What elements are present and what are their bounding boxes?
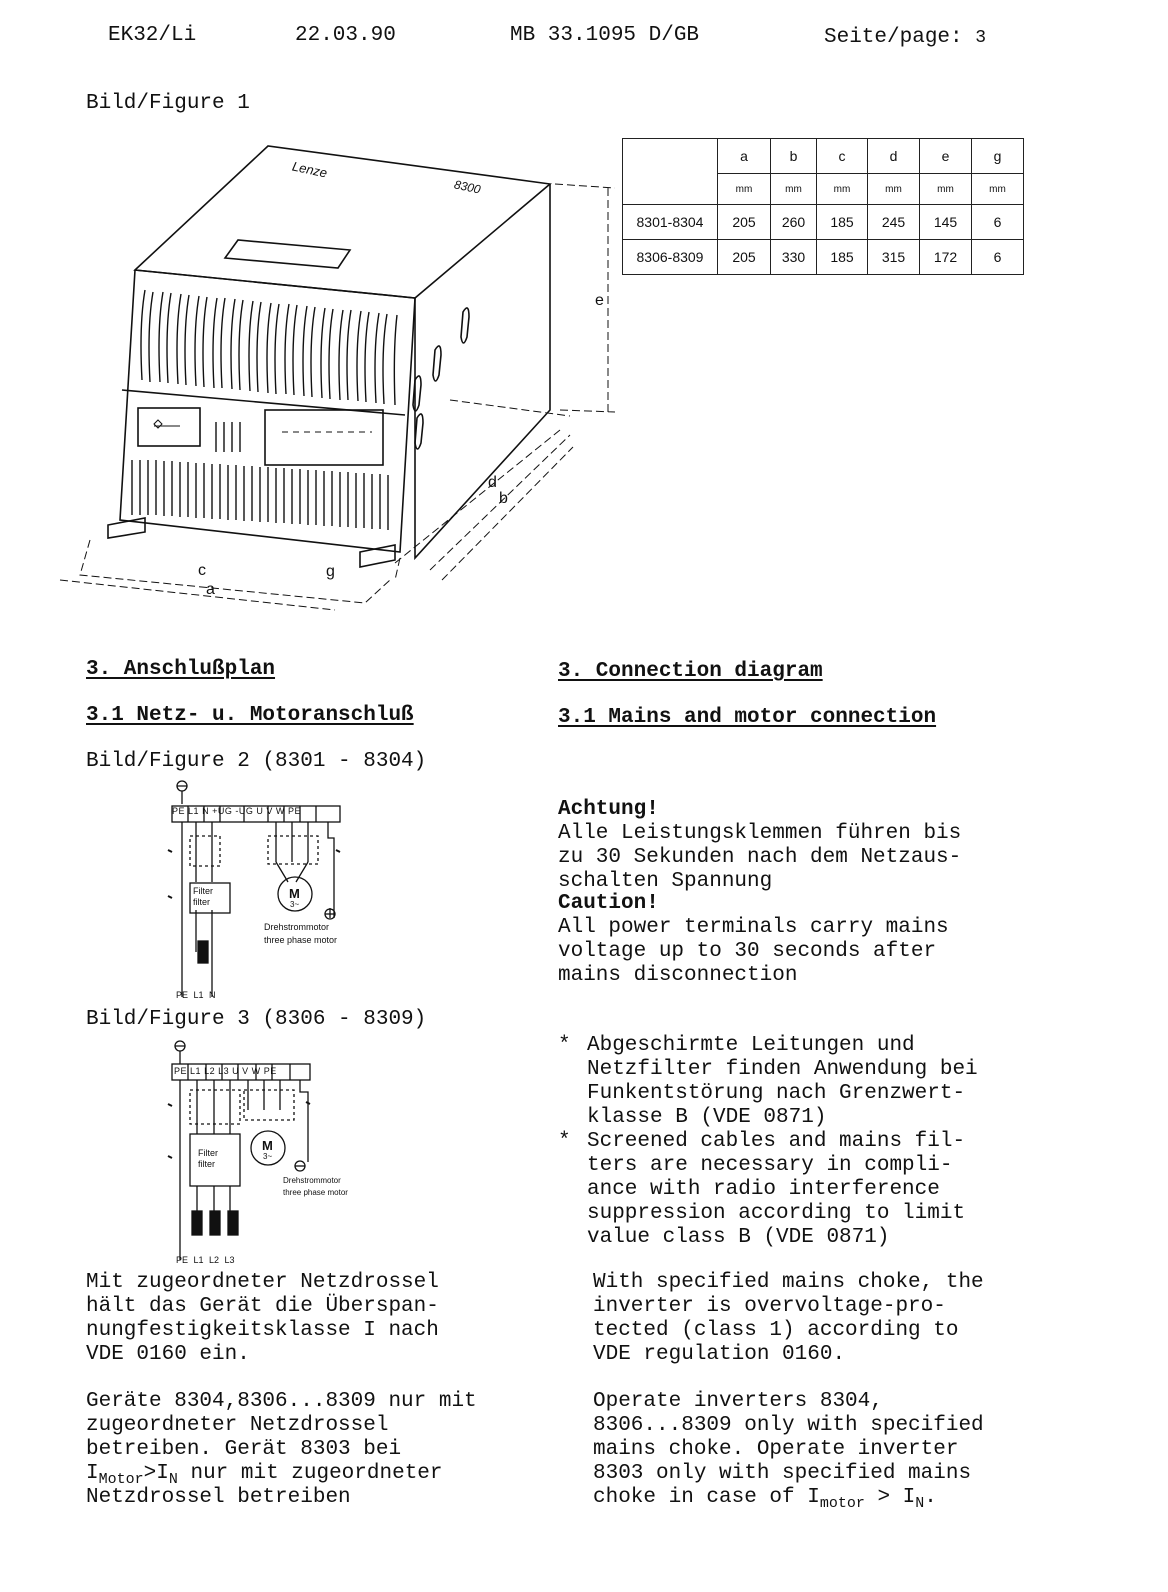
dimension-table (622, 138, 1024, 275)
dim-label-b: b (499, 490, 508, 507)
subsection-title-en: 3.1 Mains and motor connection (558, 706, 937, 729)
fig2-bottom-labels: PE L1 N (176, 990, 216, 1000)
operate-de-line1: Geräte 8304,8306...8309 nur mit (86, 1390, 477, 1413)
terminal-label: V (266, 806, 273, 816)
note-bullet-en: * (558, 1130, 571, 1153)
col-header-b: b (771, 139, 817, 174)
note-text-de: Abgeschirmte Leitungen und Netzfilter finden Anwendung bei Funkentstörung nach Grenzwert- klasse B (VDE 0871) (587, 1034, 978, 1129)
operate-en-line4: 8303 only with specified mains (593, 1462, 972, 1485)
unit-cell: mm (817, 174, 868, 205)
terminal-label: N (202, 806, 210, 816)
unit-cell: mm (771, 174, 817, 205)
operate-de-line4-rest: nur mit zugeordneter (177, 1462, 443, 1485)
dim-label-c: c (198, 562, 206, 579)
subscript-n: N (168, 1471, 178, 1488)
section-title-en: 3. Connection diagram (558, 660, 823, 683)
terminal-label: U (256, 806, 264, 816)
device-brand: Lenze (290, 158, 329, 181)
terminal-label: -UG (235, 806, 254, 816)
fig3-filter-label: Filter filter (198, 1148, 218, 1169)
cell-value: 245 (868, 205, 920, 240)
warning-text-en: All power terminals carry mains voltage up to 30 seconds after mains disconnection (558, 916, 949, 987)
device-model: 8300 (452, 177, 482, 197)
cell-value: 185 (817, 240, 868, 275)
operate-de-line5: Netzdrossel betreiben (86, 1486, 351, 1509)
figure3-caption: Bild/Figure 3 (8306 - 8309) (86, 1008, 427, 1031)
unit-cell: mm (972, 174, 1024, 205)
dim-label-d: d (488, 474, 497, 491)
fig2-motor-symbol: M (289, 886, 300, 901)
terminal-label: +UG (212, 806, 233, 816)
figure1-device-drawing (50, 140, 620, 630)
operate-de-line3: betreiben. Gerät 8303 bei (86, 1438, 402, 1461)
cell-value: 315 (868, 240, 920, 275)
fig3-motor-de: Drehstrommotor (283, 1176, 341, 1185)
subsection-title-de: 3.1 Netz- u. Motoranschluß (86, 704, 414, 727)
cell-value: 185 (817, 205, 868, 240)
fig3-bottom-labels: PE L1 L2 L3 (176, 1255, 235, 1265)
col-header-a: a (718, 139, 771, 174)
col-header-e: e (920, 139, 972, 174)
operate-en-line3: mains choke. Operate inverter (593, 1438, 959, 1461)
row-model: 8306-8309 (623, 240, 718, 275)
table-corner (623, 139, 718, 205)
page-label-text: Seite/page: (824, 26, 963, 49)
col-header-d: d (868, 139, 920, 174)
unit-cell: mm (718, 174, 771, 205)
terminal-label: U (232, 1066, 240, 1076)
terminal-label: L2 (204, 1066, 216, 1076)
terminal-label: PE (287, 806, 301, 816)
subscript-n: N (915, 1495, 925, 1512)
figure1-caption: Bild/Figure 1 (86, 92, 250, 115)
cell-value: 6 (972, 205, 1024, 240)
fig3-terminal-labels (174, 1066, 277, 1076)
operate-en-line2: 8306...8309 only with specified (593, 1414, 984, 1437)
note-bullet-de: * (558, 1034, 571, 1057)
cell-value: 172 (920, 240, 972, 275)
doc-number: MB 33.1095 D/GB (510, 24, 700, 47)
figure2-caption: Bild/Figure 2 (8301 - 8304) (86, 750, 427, 773)
choke-text-de: Mit zugeordneter Netzdrossel hält das Gerät die Überspan- nungfestigkeitsklasse I nach VDE 0160 ein. (86, 1271, 439, 1366)
terminal-label: PE (172, 806, 186, 816)
fig3-motor-phase: 3~ (263, 1152, 273, 1161)
cell-value: 260 (771, 205, 817, 240)
cell-value: 145 (920, 205, 972, 240)
fig2-motor-phase: 3~ (290, 900, 300, 909)
fig2-filter-label: Filter filter (193, 886, 213, 907)
terminal-label: PE (174, 1066, 188, 1076)
gt-symbol: >I (143, 1462, 169, 1485)
subscript-motor: Motor (98, 1471, 144, 1488)
terminal-label: L1 (188, 806, 200, 816)
terminal-label: L3 (218, 1066, 230, 1076)
terminal-label: PE (263, 1066, 277, 1076)
fig2-motor-de: Drehstrommotor (264, 922, 330, 932)
col-header-c: c (817, 139, 868, 174)
operate-de-line2: zugeordneter Netzdrossel (86, 1414, 389, 1437)
terminal-label: W (275, 806, 285, 816)
page-label (824, 26, 986, 50)
section-title-de: 3. Anschlußplan (86, 658, 276, 681)
terminal-label: W (251, 1066, 261, 1076)
col-header-g: g (972, 139, 1024, 174)
table-row (623, 240, 1024, 275)
cell-value: 205 (718, 240, 771, 275)
fig2-motor-en: three phase motor (264, 935, 338, 945)
warning-text-de: Alle Leistungsklemmen führen bis zu 30 Sekunden nach dem Netzaus- schalten Spannung (558, 822, 962, 893)
subscript-motor: motor (819, 1495, 865, 1512)
dim-label-g: g (326, 563, 335, 580)
dim-label-a: a (206, 581, 215, 598)
doc-date: 22.03.90 (295, 24, 396, 47)
cell-value: 205 (718, 205, 771, 240)
terminal-label: V (242, 1066, 249, 1076)
fig2-terminal-labels (172, 806, 301, 816)
choke-text-en: With specified mains choke, the inverter is overvoltage-pro- tected (class 1) according to VDE regulation 0160. (593, 1271, 984, 1366)
page-number: 3 (975, 28, 987, 48)
warning-heading-en: Caution! (558, 892, 659, 915)
row-model: 8301-8304 (623, 205, 718, 240)
doc-ref: EK32/Li (108, 24, 197, 47)
cell-value: 330 (771, 240, 817, 275)
fig3-motor-en: three phase motor (283, 1188, 348, 1197)
note-text-en: Screened cables and mains fil- ters are necessary in compli- ance with radio interference suppression according to limit value class B (VDE 0871) (587, 1130, 966, 1249)
operate-en-line5-pre: choke in case of I (593, 1486, 820, 1509)
cell-value: 6 (972, 240, 1024, 275)
unit-cell: mm (920, 174, 972, 205)
unit-cell: mm (868, 174, 920, 205)
gt-symbol: > I (864, 1486, 916, 1509)
period: . (924, 1486, 937, 1509)
current-symbol: I (86, 1462, 99, 1485)
warning-heading-de: Achtung! (558, 798, 659, 821)
fig3-motor-symbol: M (262, 1138, 273, 1153)
table-row (623, 205, 1024, 240)
operate-en-line5 (593, 1486, 937, 1516)
dim-label-e: e (595, 292, 604, 309)
operate-en-line1: Operate inverters 8304, (593, 1390, 883, 1413)
terminal-label: L1 (190, 1066, 202, 1076)
